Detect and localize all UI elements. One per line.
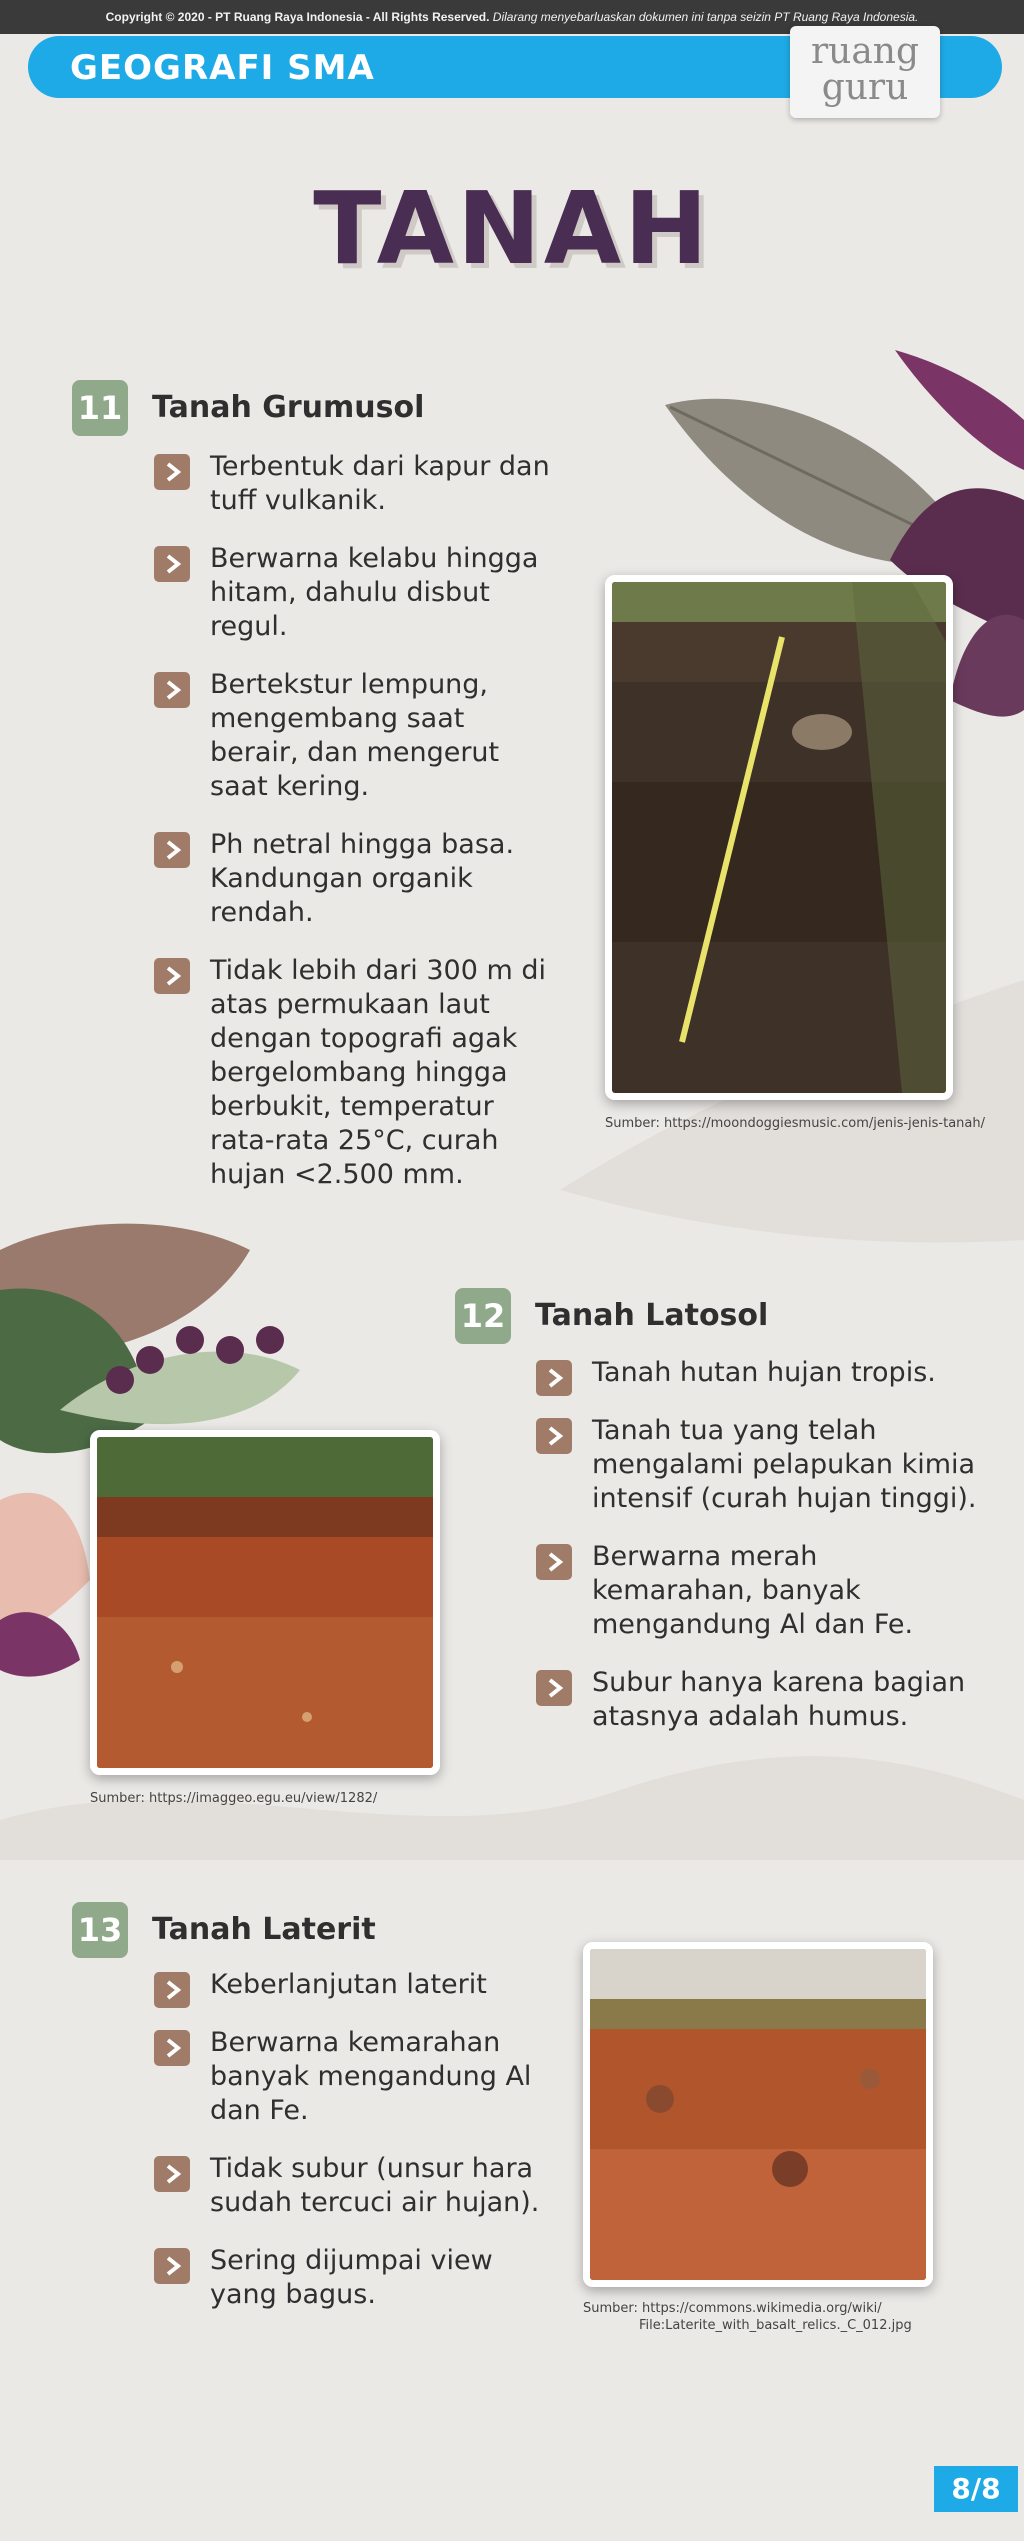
chevron-right-icon bbox=[154, 546, 190, 582]
list-item: Tidak lebih dari 300 m di atas permukaan laut dengan topografi agak bergelombang hingga berbukit, temperatur rata-rata 25°C, curah hujan <2.500 mm. bbox=[154, 954, 554, 1192]
chevron-right-icon bbox=[154, 1972, 190, 2008]
grumusol-bullet-list bbox=[154, 450, 554, 1216]
list-item: Berwarna merah kemarahan, banyak mengandung Al dan Fe. bbox=[536, 1540, 986, 1642]
grumusol-photo-caption: Sumber: https://moondoggiesmusic.com/jenis-jenis-tanah/ bbox=[605, 1116, 985, 1131]
list-item: Keberlanjutan laterit bbox=[154, 1968, 554, 2002]
list-item: Sering dijumpai view yang bagus. bbox=[154, 2244, 554, 2312]
list-item: Bertekstur lempung, mengembang saat berair, dan mengerut saat kering. bbox=[154, 668, 554, 804]
page-title: TANAH bbox=[313, 170, 711, 287]
section-title-latosol: Tanah Latosol bbox=[535, 1298, 769, 1333]
copyright-text: Copyright © 2020 - PT Ruang Raya Indonesia - All Rights Reserved. bbox=[105, 10, 490, 24]
section-title-grumusol: Tanah Grumusol bbox=[152, 390, 425, 425]
list-item: Terbentuk dari kapur dan tuff vulkanik. bbox=[154, 450, 554, 518]
header-title: GEOGRAFI SMA bbox=[70, 48, 375, 88]
list-item: Subur hanya karena bagian atasnya adalah humus. bbox=[536, 1666, 986, 1734]
logo-line-1: ruang bbox=[810, 31, 920, 72]
chevron-right-icon bbox=[154, 2248, 190, 2284]
list-item: Berwarna kemarahan banyak mengandung Al dan Fe. bbox=[154, 2026, 554, 2128]
chevron-right-icon bbox=[154, 958, 190, 994]
logo-line-2: guru bbox=[821, 67, 909, 108]
laterit-photo-caption: Sumber: https://commons.wikimedia.org/wiki/ File:Laterite_with_basalt_relics._C_012.jpg bbox=[583, 2301, 912, 2333]
laterit-soil-photo bbox=[583, 1942, 933, 2287]
chevron-right-icon bbox=[154, 454, 190, 490]
latosol-soil-photo bbox=[90, 1430, 440, 1775]
list-item: Berwarna kelabu hingga hitam, dahulu disbut regul. bbox=[154, 542, 554, 644]
list-item: Ph netral hingga basa. Kandungan organik rendah. bbox=[154, 828, 554, 930]
latosol-photo-caption: Sumber: https://imaggeo.egu.eu/view/1282/ bbox=[90, 1791, 378, 1806]
list-item: Tanah hutan hujan tropis. bbox=[536, 1356, 986, 1390]
list-item: Tidak subur (unsur hara sudah tercuci air hujan). bbox=[154, 2152, 554, 2220]
chevron-right-icon bbox=[536, 1670, 572, 1706]
section-number-12: 12 bbox=[455, 1288, 511, 1344]
page-number-badge: 8/8 bbox=[934, 2466, 1018, 2512]
laterit-bullet-list bbox=[154, 1968, 554, 2336]
grumusol-soil-photo bbox=[605, 575, 953, 1100]
list-item: Tanah tua yang telah mengalami pelapukan kimia intensif (curah hujan tinggi). bbox=[536, 1414, 986, 1516]
ruangguru-logo bbox=[790, 26, 940, 118]
chevron-right-icon bbox=[154, 672, 190, 708]
copyright-notice: Dilarang menyebarluaskan dokumen ini tanpa seizin PT Ruang Raya Indonesia. bbox=[492, 10, 919, 24]
chevron-right-icon bbox=[536, 1544, 572, 1580]
chevron-right-icon bbox=[154, 832, 190, 868]
section-number-13: 13 bbox=[72, 1902, 128, 1958]
chevron-right-icon bbox=[536, 1418, 572, 1454]
section-number-11: 11 bbox=[72, 380, 128, 436]
section-title-laterit: Tanah Laterit bbox=[152, 1912, 376, 1947]
chevron-right-icon bbox=[154, 2030, 190, 2066]
chevron-right-icon bbox=[536, 1360, 572, 1396]
latosol-bullet-list bbox=[536, 1356, 986, 1758]
chevron-right-icon bbox=[154, 2156, 190, 2192]
